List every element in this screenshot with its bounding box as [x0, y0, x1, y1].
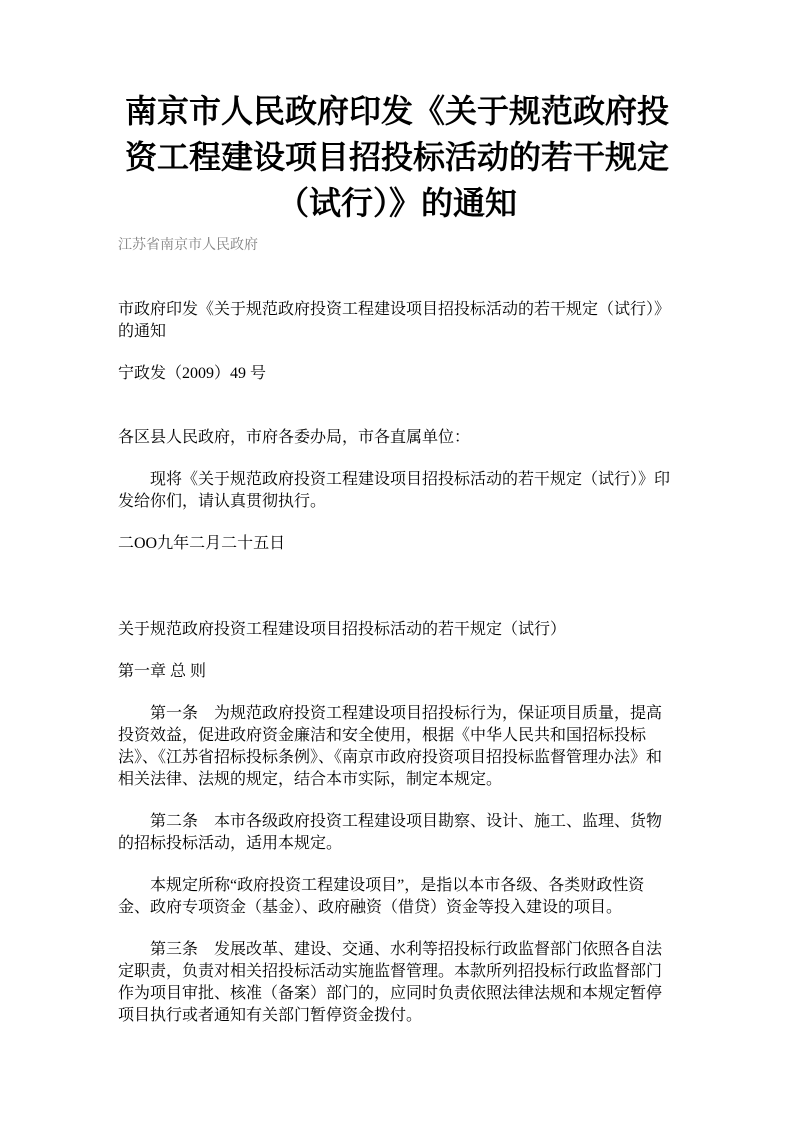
- paragraph: 各区县人民政府，市府各委办局，市各直属单位：: [118, 429, 471, 446]
- document-title-line-1: 南京市人民政府印发《关于规范政府投: [124, 93, 669, 129]
- paragraph: 二OO九年二月二十五日: [118, 535, 286, 552]
- paragraph: 关于规范政府投资工程建设项目招投标活动的若干规定（试行）: [118, 621, 567, 638]
- paragraph: 第三条 发展改革、建设、交通、水利等招投标行政监督部门依照各自法定职责，负责对相关招投标活动实施监督管理。本款所列招投标行政监督部门作为项目审批、核准（备案）部门的，应同时负责依照法律法规和本规定暂停项目执行或者通知有关部门暂停资金拨付。: [118, 941, 663, 1024]
- paragraph: 第二条 本市各级政府投资工程建设项目勘察、设计、施工、监理、货物的招标投标活动，适用本规定。: [118, 813, 663, 852]
- paragraph: 第一章 总 则: [118, 663, 207, 680]
- document-title: [118, 88, 676, 226]
- paragraph: 宁政发（2009）49 号: [118, 365, 267, 382]
- paragraph: 本规定所称“政府投资工程建设项目”，是指以本市各级、各类财政性资金、政府专项资金（基金）、政府融资（借贷）资金等投入建设的项目。: [118, 877, 645, 916]
- paragraph: 现将《关于规范政府投资工程建设项目招投标活动的若干规定（试行）》印发给你们，请认真贯彻执行。: [118, 471, 671, 510]
- document-body: [118, 299, 676, 1027]
- paragraph: 市政府印发《关于规范政府投资工程建设项目招投标活动的若干规定（试行）》的通知: [118, 301, 671, 340]
- document-source: 江苏省南京市人民政府: [118, 238, 258, 253]
- document-title-line-3: （试行）》的通知: [276, 185, 517, 221]
- paragraph: 第一条 为规范政府投资工程建设项目招投标行为，保证项目质量，提高投资效益，促进政府资金廉洁和安全使用，根据《中华人民共和国招标投标法》、《江苏省招标投标条例》、《南京市政府投资项目招投标监督管理办法》和相关法律、法规的规定，结合本市实际，制定本规定。: [118, 705, 663, 788]
- document-title-line-2: 资工程建设项目招投标活动的若干规定: [124, 139, 669, 175]
